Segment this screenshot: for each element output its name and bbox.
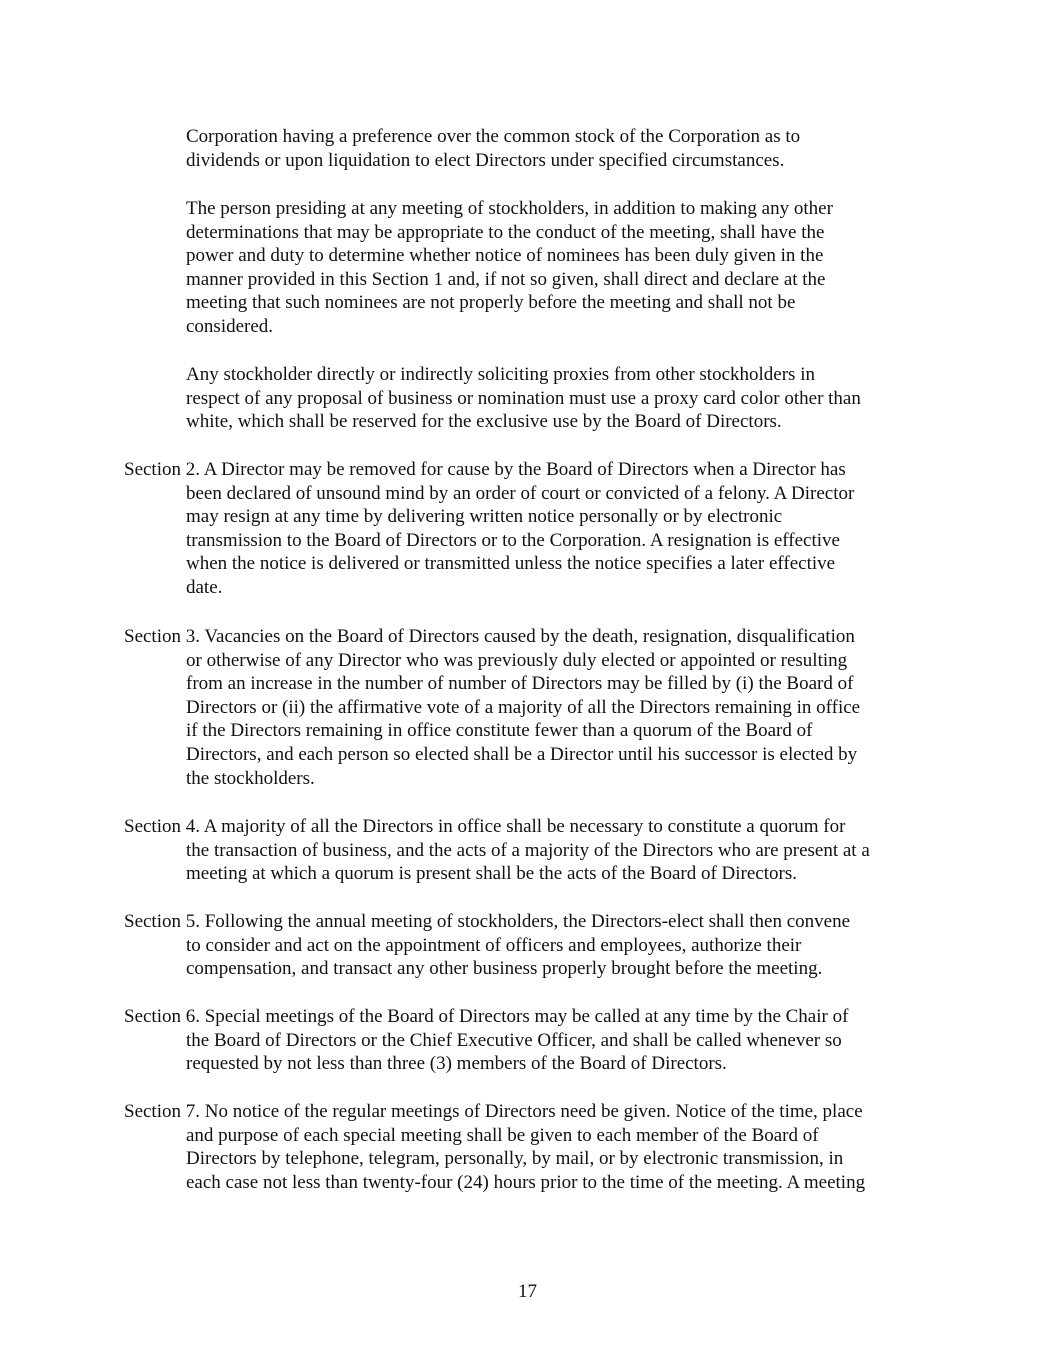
text-line: considered. <box>186 315 274 337</box>
text-line: manner provided in this Section 1 and, if not so given, shall direct and declare at the <box>186 268 826 290</box>
text-line: each case not less than twenty-four (24) hours prior to the time of the meeting. A meeting <box>186 1171 866 1193</box>
section-4 <box>124 815 954 886</box>
paragraph-presiding-person <box>186 197 946 339</box>
section-heading-line: Section 7. No notice of the regular meetings of Directors need be given. Notice of the time, place <box>124 1101 863 1122</box>
text-line: the transaction of business, and the acts of a majority of the Directors who are present at a <box>186 839 870 861</box>
text-line: Directors, and each person so elected shall be a Director until his successor is elected by <box>186 743 858 765</box>
section-2 <box>124 458 954 600</box>
text-line: if the Directors remaining in office constitute fewer than a quorum of the Board of <box>186 720 813 742</box>
text-line: Any stockholder directly or indirectly soliciting proxies from other stockholders in <box>186 364 815 385</box>
text-line: transmission to the Board of Directors or to the Corporation. A resignation is effective <box>186 529 840 551</box>
page-number: 17 <box>518 1281 537 1302</box>
section-heading-line: Section 5. Following the annual meeting of stockholders, the Directors-elect shall then convene <box>124 911 851 932</box>
section-7 <box>124 1100 954 1194</box>
text-line: may resign at any time by delivering written notice personally or by electronic <box>186 506 783 528</box>
section-6 <box>124 1005 954 1076</box>
text-line: determinations that may be appropriate to the conduct of the meeting, shall have the <box>186 221 825 243</box>
text-line: to consider and act on the appointment of officers and employees, authorize their <box>186 934 802 956</box>
text-line: the Board of Directors or the Chief Executive Officer, and shall be called whenever so <box>186 1029 842 1051</box>
text-line: or otherwise of any Director who was previously duly elected or appointed or resulting <box>186 649 848 671</box>
text-line: been declared of unsound mind by an order of court or convicted of a felony. A Director <box>186 482 855 504</box>
text-line: dividends or upon liquidation to elect Directors under specified circumstances. <box>186 149 785 171</box>
section-heading-line: Section 2. A Director may be removed for cause by the Board of Directors when a Director has <box>124 459 846 480</box>
text-line: date. <box>186 576 223 598</box>
text-line: compensation, and transact any other business properly brought before the meeting. <box>186 958 823 980</box>
text-line: respect of any proposal of business or nomination must use a proxy card color other than <box>186 387 861 409</box>
text-line: requested by not less than three (3) members of the Board of Directors. <box>186 1053 727 1075</box>
text-line: white, which shall be reserved for the exclusive use by the Board of Directors. <box>186 411 782 433</box>
section-5 <box>124 910 954 981</box>
text-line: the stockholders. <box>186 767 315 789</box>
text-line: and purpose of each special meeting shall be given to each member of the Board of <box>186 1124 819 1146</box>
text-line: power and duty to determine whether notice of nominees has been duly given in the <box>186 245 824 267</box>
text-line: meeting that such nominees are not properly before the meeting and shall not be <box>186 292 796 314</box>
section-heading-line: Section 6. Special meetings of the Board of Directors may be called at any time by the Chair of <box>124 1006 849 1027</box>
text-line: Directors by telephone, telegram, personally, by mail, or by electronic transmission, in <box>186 1148 844 1170</box>
text-line: Corporation having a preference over the common stock of the Corporation as to <box>186 126 801 147</box>
section-heading-line: Section 4. A majority of all the Directors in office shall be necessary to constitute a quorum for <box>124 816 846 837</box>
section-3 <box>124 625 954 790</box>
text-line: The person presiding at any meeting of stockholders, in addition to making any other <box>186 198 833 219</box>
section-heading-line: Section 3. Vacancies on the Board of Directors caused by the death, resignation, disqualification <box>124 626 855 647</box>
text-line: meeting at which a quorum is present shall be the acts of the Board of Directors. <box>186 863 797 885</box>
text-line: Directors or (ii) the affirmative vote of a majority of all the Directors remaining in office <box>186 696 861 718</box>
paragraph-proxy-card <box>186 363 946 434</box>
text-line: from an increase in the number of number of Directors may be filled by (i) the Board of <box>186 673 854 695</box>
paragraph-continuation <box>186 125 946 172</box>
text-line: when the notice is delivered or transmitted unless the notice specifies a later effective <box>186 553 836 575</box>
